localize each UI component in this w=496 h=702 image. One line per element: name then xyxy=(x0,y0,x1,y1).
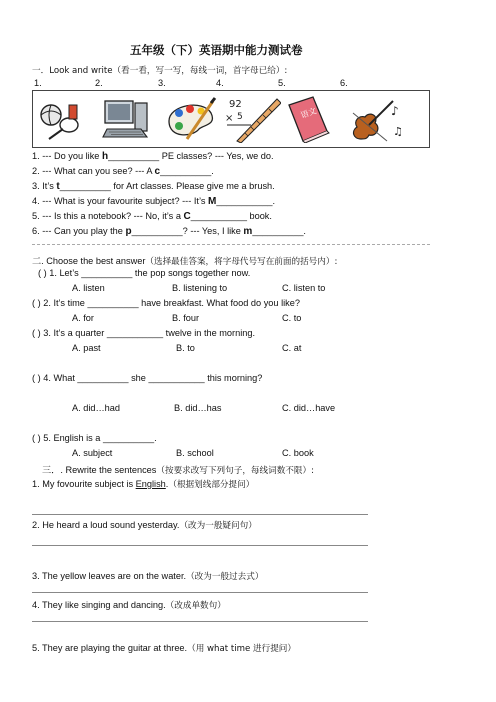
section-3-heading: 三．. Rewrite the sentences（按要求改写下列句子，每线词数不限）: xyxy=(42,465,314,476)
computer-icon xyxy=(101,95,157,143)
option-b: B. did…has xyxy=(174,403,222,413)
rewrite-item-5: 5. They are playing the guitar at three.（用 what time 进行提问） xyxy=(32,643,296,654)
option-c: C. listen to xyxy=(282,283,326,293)
rewrite-item-3: 3. The yellow leaves are on the water.（改为一般过去式） xyxy=(32,571,264,582)
option-a: A. did…had xyxy=(72,403,121,413)
choice-question-1: ( ) 1. Let’s __________ the pop songs together now. xyxy=(38,268,251,278)
svg-text:92: 92 xyxy=(229,99,242,110)
rewrite-item-1: 1. My fovourite subject is English.（根据划线部分提问） xyxy=(32,479,255,490)
picture-number: 2. xyxy=(95,78,103,88)
option-c: C. at xyxy=(282,343,302,353)
section-2-heading: 二. Choose the best answer（选择最佳答案，将字母代号写在前面的括号内）: xyxy=(32,256,338,267)
answer-line[interactable] xyxy=(32,545,368,546)
answer-line[interactable] xyxy=(32,514,368,515)
rewrite-item-2: 2. He heard a loud sound yesterday.（改为一般疑问句） xyxy=(32,520,257,531)
look-write-sentence-5: 5. --- Is this a notebook? --- No, it’s a C___________ book. xyxy=(32,211,272,222)
look-write-sentence-2: 2. --- What can you see? --- A c__________. xyxy=(32,166,214,177)
sports-equipment-icon xyxy=(35,95,83,143)
rewrite-item-4: 4. They like singing and dancing.（改成单数句） xyxy=(32,600,226,611)
picture-number: 6. xyxy=(340,78,348,88)
option-a: A. subject xyxy=(72,448,113,458)
look-write-sentence-3: 3. It’s t__________ for Art classes. Please give me a brush. xyxy=(32,181,275,192)
option-b: B. school xyxy=(176,448,214,458)
option-a: A. listen xyxy=(72,283,105,293)
picture-row xyxy=(32,90,430,148)
paint-palette-icon xyxy=(163,95,219,143)
svg-text:♫: ♫ xyxy=(393,125,403,138)
svg-text:♪: ♪ xyxy=(391,104,399,118)
picture-number: 5. xyxy=(278,78,286,88)
svg-text:语文: 语文 xyxy=(299,106,318,121)
picture-number: 1. xyxy=(34,78,42,88)
look-write-sentence-4: 4. --- What is your favourite subject? --- It’s M___________. xyxy=(32,196,276,207)
look-write-sentence-6: 6. --- Can you play the p__________? --- Yes, I like m__________. xyxy=(32,226,306,237)
option-a: A. for xyxy=(72,313,94,323)
option-b: B. listening to xyxy=(172,283,228,293)
choice-question-5: ( ) 5. English is a __________. xyxy=(32,433,157,443)
svg-text:×: × xyxy=(225,113,234,124)
picture-number: 3. xyxy=(158,78,166,88)
answer-line[interactable] xyxy=(32,621,368,622)
answer-line[interactable] xyxy=(32,592,368,593)
picture-number: 4. xyxy=(216,78,224,88)
section-1-heading: 一．Look and write（看一看，写一写，每线一词，首字母已给）: xyxy=(32,66,288,76)
option-c: C. book xyxy=(282,448,314,458)
violin-icon xyxy=(347,95,405,143)
option-a: A. past xyxy=(72,343,101,353)
choice-question-4: ( ) 4. What __________ she ___________ this morning? xyxy=(32,373,263,383)
option-c: C. to xyxy=(282,313,302,323)
chinese-book-icon xyxy=(283,95,331,143)
option-b: B. four xyxy=(172,313,200,323)
option-b: B. to xyxy=(176,343,195,353)
math-ruler-icon xyxy=(223,95,281,143)
choice-question-2: ( ) 2. It’s time __________ have breakfast. What food do you like? xyxy=(32,298,300,308)
choice-question-3: ( ) 3. It’s a quarter ___________ twelve in the morning. xyxy=(32,328,256,338)
section-divider xyxy=(32,244,430,245)
look-write-sentence-1: 1. --- Do you like h__________ PE classes? --- Yes, we do. xyxy=(32,151,274,162)
option-c: C. did…have xyxy=(282,403,336,413)
page-title: 五年级（下）英语期中能力测试卷 xyxy=(130,43,303,57)
svg-text:5: 5 xyxy=(237,112,243,122)
